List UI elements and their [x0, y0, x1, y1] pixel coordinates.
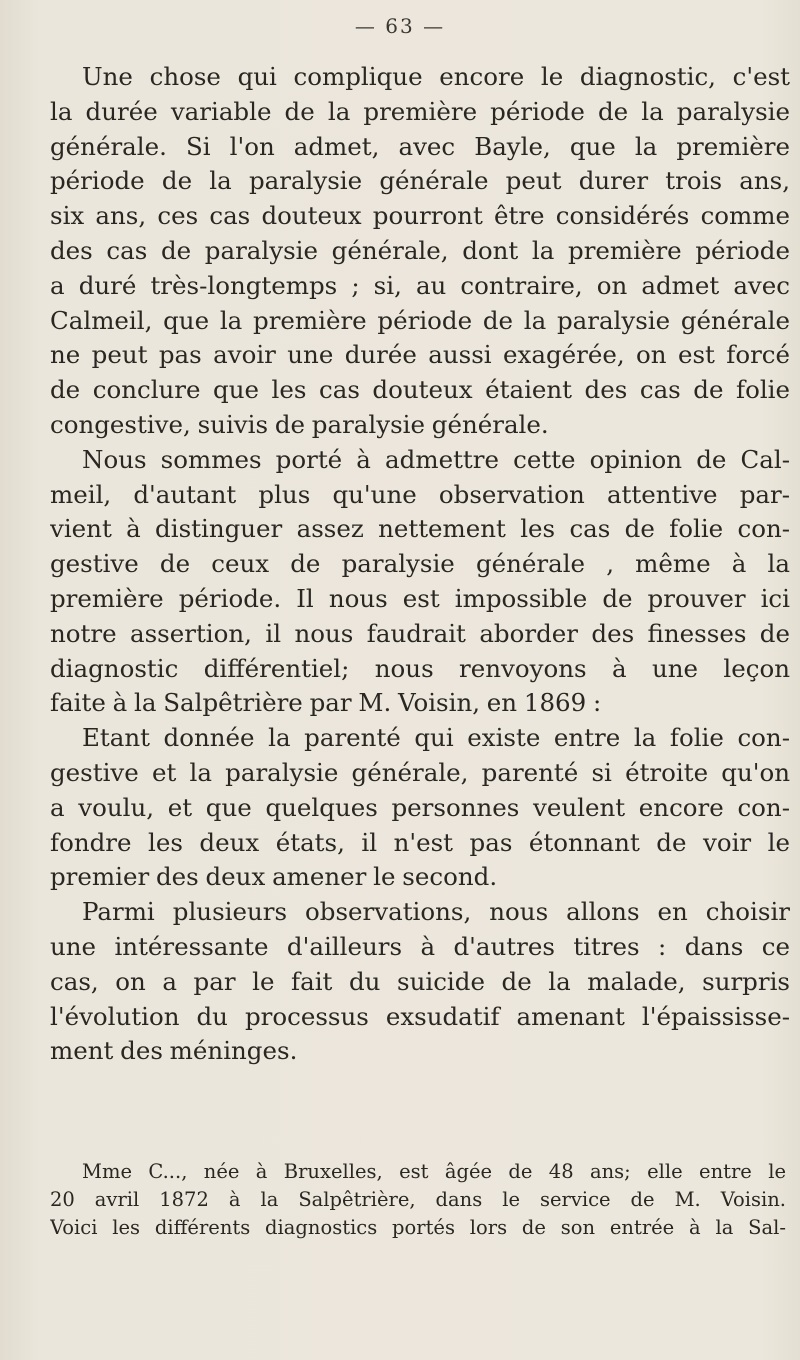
footnote-line: Mme C..., née à Bruxelles, est âgée de 48 ans; elle entre le — [82, 1160, 786, 1183]
page-number: — 63 — — [354, 14, 446, 38]
text-line: Une chose qui complique encore le diagnostic, c'est — [82, 62, 790, 91]
text-line: Etant donnée la parenté qui existe entre la folie con- — [82, 723, 790, 753]
text-line: gestive et la paralysie générale, parenté si étroite qu'on — [50, 757, 790, 787]
text-line: des cas de paralysie générale, dont la première période — [50, 235, 790, 265]
text-line: diagnostic différentiel; nous renvoyons à une leçon — [50, 653, 790, 683]
text-line: ne peut pas avoir une durée aussi exagérée, on est forcé — [50, 340, 790, 370]
text-line: de conclure que les cas douteux étaient des cas de folie — [50, 375, 790, 405]
text-line: gestive de ceux de paralysie générale , même à la — [50, 549, 790, 579]
text-line: meil, d'autant plus qu'une observation attentive par- — [50, 479, 790, 509]
text-line: la durée variable de la première période de la paralysie — [50, 96, 790, 126]
text-line: Nous sommes porté à admettre cette opinion de Cal- — [82, 444, 790, 474]
text-line: notre assertion, il nous faudrait aborder des finesses de — [50, 618, 790, 648]
main-text — [50, 60, 790, 1069]
footnote-line: 20 avril 1872 à la Salpêtrière, dans le service de M. Voisin. — [50, 1188, 786, 1211]
text-line: Parmi plusieurs observations, nous allons en choisir — [82, 897, 790, 927]
text-line: période de la paralysie générale peut durer trois ans, — [50, 166, 790, 196]
text-line: vient à distinguer assez nettement les cas de folie con- — [50, 514, 790, 544]
text-line: a duré très-longtemps ; si, au contraire, on admet avec — [50, 270, 790, 300]
text-line: première période. Il nous est impossible de prouver ici — [50, 583, 790, 613]
text-line: premier des deux amener le second. — [50, 862, 498, 892]
text-line: Calmeil, que la première période de la paralysie générale — [50, 305, 790, 335]
text-line: faite à la Salpêtrière par M. Voisin, en 1869 : — [50, 688, 602, 718]
footnote — [50, 1158, 786, 1242]
text-line: l'évolution du processus exsudatif amenant l'épaississe- — [50, 1001, 790, 1031]
text-line: a voulu, et que quelques personnes veulent encore con- — [50, 792, 790, 822]
text-line: cas, on a par le fait du suicide de la malade, surpris — [50, 966, 790, 996]
text-line: fondre les deux états, il n'est pas étonnant de voir le — [50, 827, 790, 857]
text-line: générale. Si l'on admet, avec Bayle, que la première — [50, 131, 790, 161]
text-line: ment des méninges. — [50, 1036, 298, 1066]
text-line: six ans, ces cas douteux pourront être considérés comme — [50, 201, 790, 231]
text-line: congestive, suivis de paralysie générale. — [50, 409, 549, 439]
footnote-line: Voici les différents diagnostics portés lors de son entrée à la Sal- — [50, 1216, 786, 1239]
text-line: une intéressante d'ailleurs à d'autres titres : dans ce — [50, 931, 790, 961]
